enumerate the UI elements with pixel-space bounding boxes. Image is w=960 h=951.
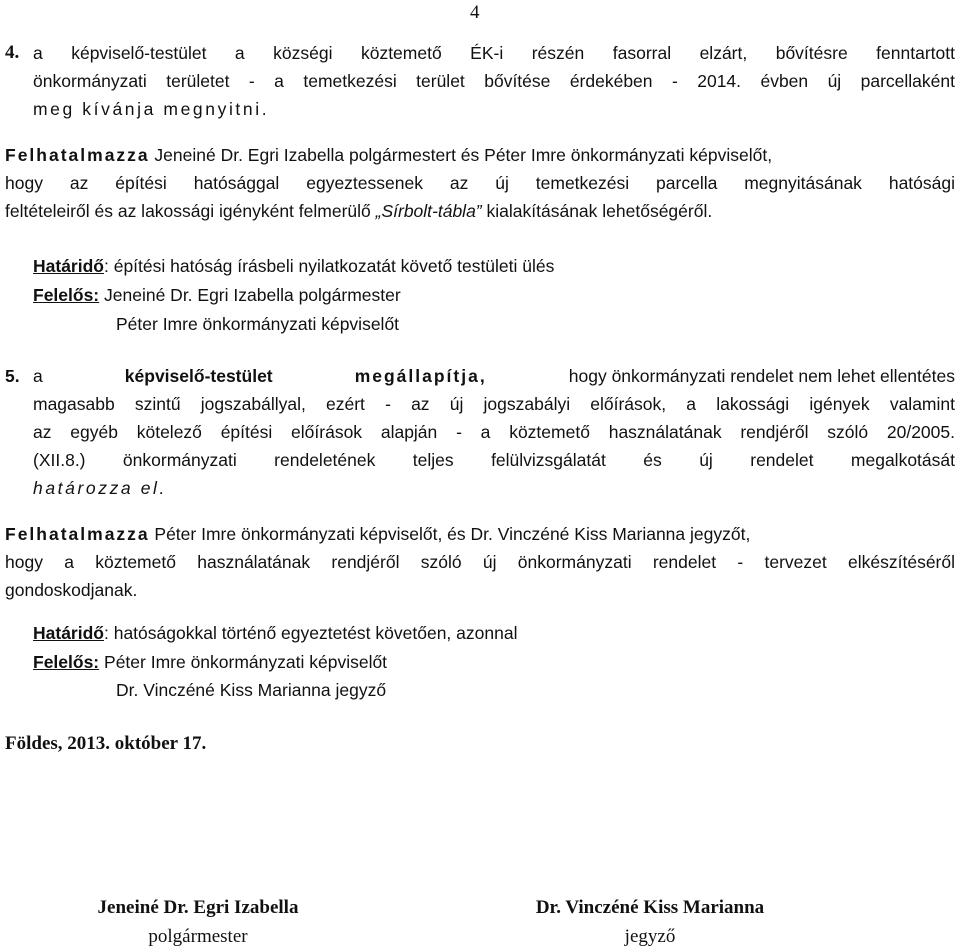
signature-mayor xyxy=(58,893,338,951)
responsible-2 xyxy=(33,651,387,673)
auth1-line-3-pre: feltételeiről és az lakossági igényként felmerülő xyxy=(5,201,371,221)
deadline-label: Határidő xyxy=(33,623,104,643)
p5-line-1-rest: hogy önkormányzati rendelet nem lehet ellentétes xyxy=(568,366,955,386)
responsible-2-name: Péter Imre önkormányzati képviselőt xyxy=(104,652,388,672)
p5-subject: képviselő-testület xyxy=(124,366,273,386)
auth1-line-3-post: kialakításának lehetőségéről. xyxy=(486,201,713,221)
auth1-line-1-rest: Jeneiné Dr. Egri Izabella polgármestert és Péter Imre önkormányzati képviselőt, xyxy=(154,145,773,165)
p5-verb: megállapítja, xyxy=(354,366,487,386)
deadline-text: : hatóságokkal történő egyeztetést követően, azonnal xyxy=(103,623,518,643)
auth2-line-3: gondoskodjanak. xyxy=(5,580,138,600)
p5-line-3: az egyéb kötelező építési előírások alapján - a köztemető használatának rendjéről szóló 20/2005. xyxy=(33,422,955,442)
auth1-keyword: Felhatalmazza xyxy=(5,145,150,165)
auth2-line-1-rest: Péter Imre önkormányzati képviselőt, és Dr. Vinczéné Kiss Marianna jegyzőt, xyxy=(154,524,751,544)
auth2-keyword: Felhatalmazza xyxy=(5,524,150,544)
responsible-1-second: Péter Imre önkormányzati képviselőt xyxy=(116,314,400,334)
item-number-5: 5. xyxy=(5,366,20,386)
p5-article: a xyxy=(33,366,43,386)
p4-line-3: meg kívánja megnyitni. xyxy=(33,99,270,119)
auth1-line-3 xyxy=(5,200,712,222)
p5-line-4: (XII.8.) önkormányzati rendeletének teljes felülvizsgálatát és új rendelet megalkotását xyxy=(33,450,955,470)
responsible-1 xyxy=(33,284,401,306)
signature-title: polgármester xyxy=(148,926,248,947)
responsible-2-second: Dr. Vinczéné Kiss Marianna jegyző xyxy=(116,680,387,700)
auth2-line-1 xyxy=(5,523,955,546)
page-number: 4 xyxy=(470,2,480,23)
deadline-2 xyxy=(33,622,517,644)
signature-name: Dr. Vinczéné Kiss Marianna xyxy=(535,897,765,918)
signature-title: jegyző xyxy=(624,926,676,947)
p4-line-1: a képviselő-testület a községi köztemető ÉK-i részén fasorral elzárt, bővítésre fenntartott xyxy=(33,43,955,63)
auth2-line-2: hogy a köztemető használatának rendjéről szóló új önkormányzati rendelet - tervezet elkészítéséről xyxy=(5,552,955,572)
p5-line-2: magasabb szintű jogszabállyal, ezért - az új jogszabályi előírások, a lakossági igények valamint xyxy=(33,394,955,414)
responsible-1-name: Jeneiné Dr. Egri Izabella polgármester xyxy=(104,285,401,305)
signature-notary xyxy=(500,893,800,951)
deadline-label: Határidő xyxy=(33,256,104,276)
p4-line-2: önkormányzati területet - a temetkezési terület bővítése érdekében - 2014. évben új parcellaként xyxy=(33,71,955,91)
p5-line-5: határozza el. xyxy=(33,478,167,498)
deadline-text: : építési hatóság írásbeli nyilatkozatát követő testületi ülés xyxy=(103,256,555,276)
auth1-line-2: hogy az építési hatósággal egyeztessenek az új temetkezési parcella megnyitásának hatósági xyxy=(5,173,955,193)
sirbolt-tabla-quote: „Sírbolt-tábla” xyxy=(375,201,482,221)
place-date: Földes, 2013. október 17. xyxy=(5,733,207,754)
signature-name: Jeneiné Dr. Egri Izabella xyxy=(97,897,299,918)
item-number-4: 4. xyxy=(5,42,20,63)
responsible-label: Felelős: xyxy=(33,652,100,672)
p5-line-1 xyxy=(33,365,955,387)
deadline-1 xyxy=(33,255,554,277)
responsible-label: Felelős: xyxy=(33,285,100,305)
auth1-line-1 xyxy=(5,144,955,167)
